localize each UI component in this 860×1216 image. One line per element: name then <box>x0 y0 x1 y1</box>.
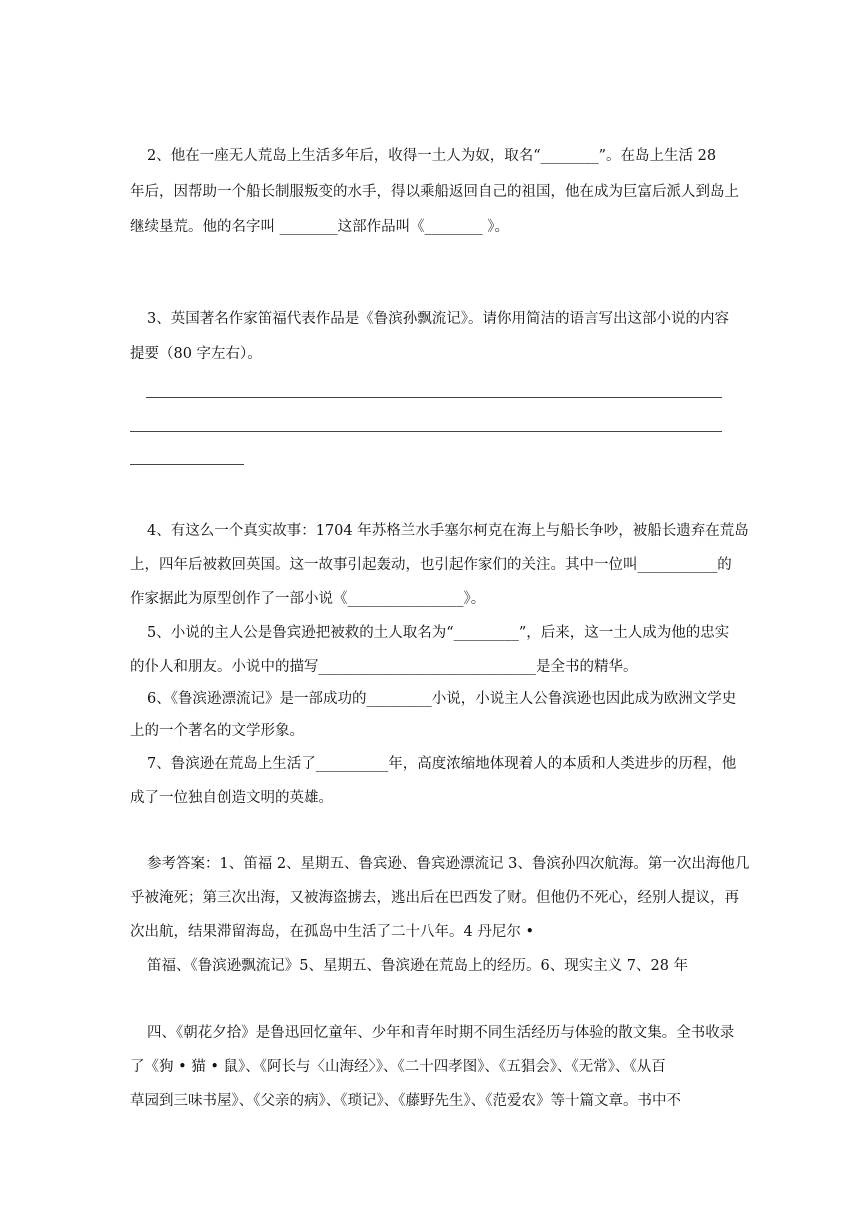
answers-line-4: 笛福、《鲁滨逊飘流记》5、星期五、鲁滨逊在荒岛上的经历。6、现实主义 7、28 年 <box>147 958 689 974</box>
section4-line-1: 四、《朝花夕拾》是鲁迅回忆童年、少年和青年时期不同生活经历与体验的散文集。全书收录 <box>147 1025 735 1041</box>
answer-rule-2 <box>130 431 722 432</box>
q7-line-1: 7、鲁滨逊在荒岛上生活了__________年，高度浓缩地体现着人的本质和人类进步的历程，他 <box>147 756 737 772</box>
answer-rule-3 <box>130 464 244 465</box>
q5-line-1: 5、小说的主人公是鲁宾逊把被救的土人取名为“_________”，后来，这一土人成为他的忠实 <box>147 625 730 641</box>
section4-line-3: 草园到三味书屋》、《父亲的病》、《琐记》、《藤野先生》、《范爱农》等十篇文章。书中不 <box>130 1093 681 1109</box>
q2-line-3: 继续垦荒。他的名字叫 ________这部作品叫《________ 》。 <box>130 219 509 235</box>
q4-line-3: 作家据此为原型创作了一部小说《________________》。 <box>130 591 486 607</box>
q7-line-2: 成了一位独自创造文明的英雄。 <box>130 790 333 806</box>
q6-line-2: 上的一个著名的文学形象。 <box>130 723 304 739</box>
q4-line-1: 4、有这么一个真实故事：1704 年苏格兰水手塞尔柯克在海上与船长争吵，被船长遗弃在荒岛 <box>147 523 749 539</box>
answers-line-1: 参考答案：1、笛福 2、星期五、鲁宾逊、鲁宾逊漂流记 3、鲁滨孙四次航海。第一次出海他几 <box>147 856 750 872</box>
q2-line-2: 年后，因帮助一个船长制服叛变的水手，得以乘船返回自己的祖国，他在成为巨富后派人到岛上 <box>130 184 739 200</box>
q2-line-1: 2、他在一座无人荒岛上生活多年后，收得一土人为奴，取名“________”。在岛上生活 28 <box>147 148 717 164</box>
q3-line-1: 3、英国著名作家笛福代表作品是《鲁滨孙飘流记》。请你用简洁的语言写出这部小说的内容 <box>147 311 729 327</box>
answers-line-2: 乎被淹死；第三次出海，又被海盗掳去，逃出后在巴西发了财。但他仍不死心，经别人提议，再 <box>130 890 739 906</box>
q6-line-1: 6、《鲁滨逊漂流记》是一部成功的_________小说，小说主人公鲁滨逊也因此成为欧洲文学史 <box>147 691 737 707</box>
q4-line-2: 上，四年后被救回英国。这一故事引起轰动，也引起作家们的关注。其中一位叫___________的 <box>130 557 732 573</box>
q5-line-2: 的仆人和朋友。小说中的描写______________________________是全书的精华。 <box>130 659 638 675</box>
q3-line-2: 提要（80 字左右）。 <box>130 346 262 362</box>
answer-rule-1 <box>146 397 722 398</box>
answers-line-3: 次出航，结果滞留海岛，在孤岛中生活了二十八年。4 丹尼尔 • <box>130 924 534 940</box>
section4-line-2: 了《狗 • 猫 • 鼠》、《阿长与〈山海经〉》、《二十四孝图》、《五猖会》、《无常》、《从百 <box>130 1059 666 1075</box>
